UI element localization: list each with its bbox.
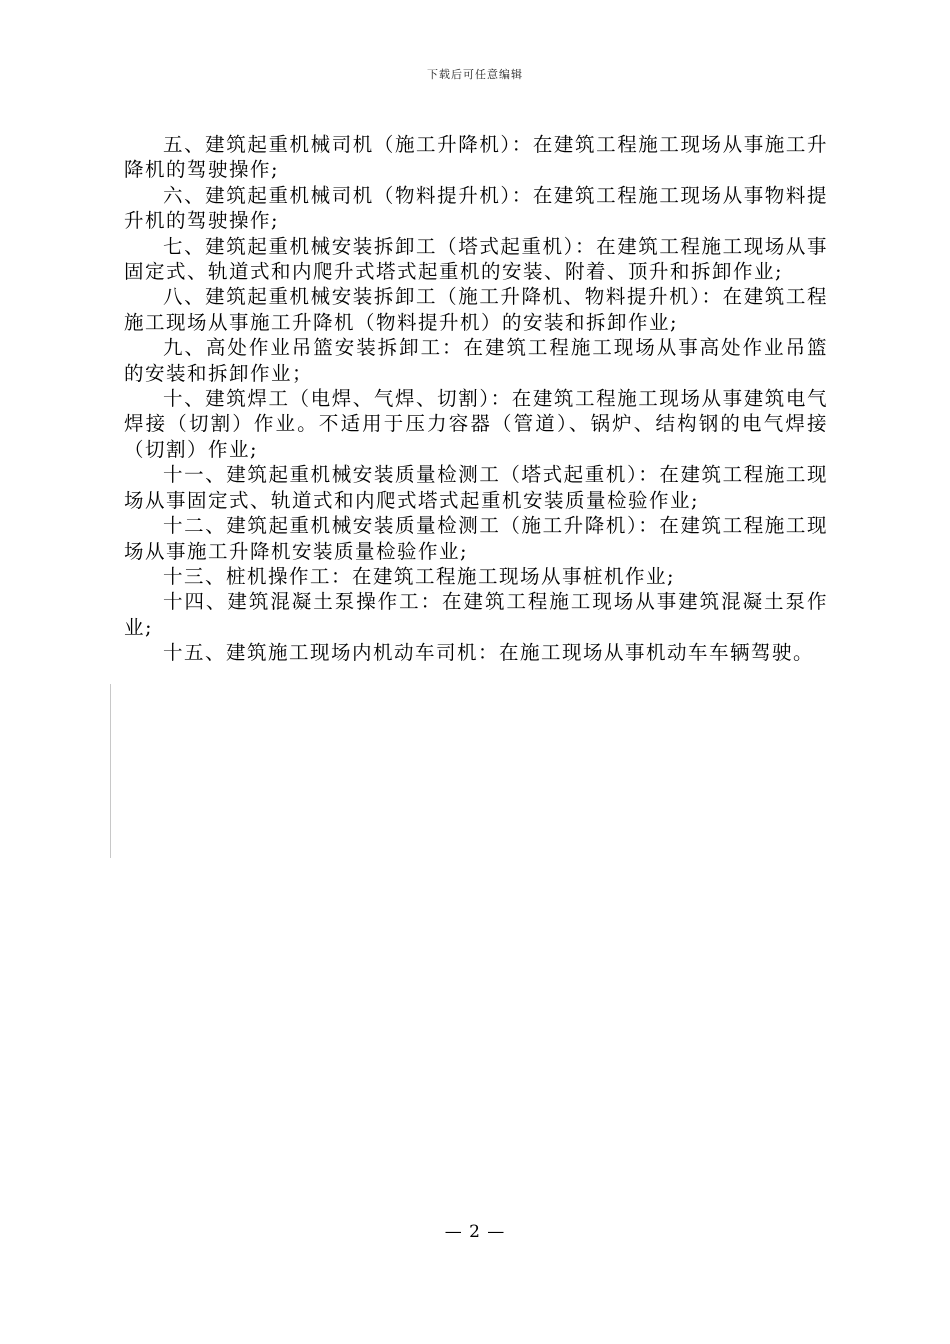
paragraph: 十三、桩机操作工：在建筑工程施工现场从事桩机作业; <box>163 564 676 588</box>
page-number: — 2 — <box>444 1222 506 1242</box>
paragraph: 六、建筑起重机械司机（物料提升机）：在建筑工程施工现场从事物料提升机的驾驶操作; <box>124 183 828 233</box>
paragraph: 十四、建筑混凝土泵操作工：在建筑工程施工现场从事建筑混凝土泵作业; <box>124 590 828 639</box>
paragraph: 十、建筑焊工（电焊、气焊、切割）：在建筑工程施工现场从事建筑电气焊接（切割）作业。不适用于压力容器（管道）、锅炉、结构钢的电气焊接（切割）作业; <box>124 387 828 461</box>
paragraph: 八、建筑起重机械安装拆卸工（施工升降机、物料提升机）：在建筑工程施工现场从事施工升降机（物料提升机）的安装和拆卸作业; <box>124 285 828 334</box>
margin-line <box>110 684 111 858</box>
paragraph: 七、建筑起重机械安装拆卸工（塔式起重机）：在建筑工程施工现场从事固定式、轨道式和内爬升式塔式起重机的安装、附着、顶升和拆卸作业; <box>124 234 828 284</box>
paragraph: 十五、建筑施工现场内机动车司机：在施工现场从事机动车车辆驾驶。 <box>163 641 815 665</box>
body-text <box>124 132 828 666</box>
paragraph: 十二、建筑起重机械安装质量检测工（施工升降机）：在建筑工程施工现场从事施工升降机安装质量检验作业; <box>124 514 828 563</box>
paragraph: 九、高处作业吊篮安装拆卸工：在建筑工程施工现场从事高处作业吊篮的安装和拆卸作业； <box>124 336 828 385</box>
paragraph: 十一、建筑起重机械安装质量检测工（塔式起重机）：在建筑工程施工现场从事固定式、轨道式和内爬式塔式起重机安装质量检验作业; <box>124 463 828 512</box>
paragraph: 五、建筑起重机械司机（施工升降机）：在建筑工程施工现场从事施工升降机的驾驶操作; <box>124 133 828 182</box>
header-note: 下载后可任意编辑 <box>427 68 523 81</box>
